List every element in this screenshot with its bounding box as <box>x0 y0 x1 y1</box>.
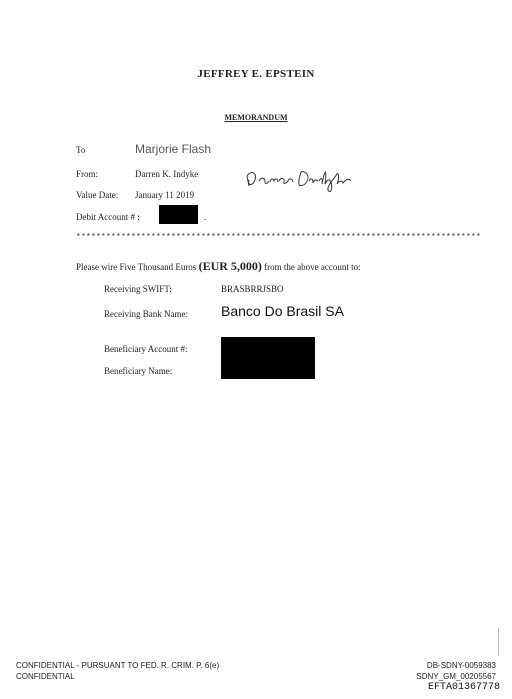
to-value: Marjorie Flash <box>135 142 212 156</box>
footer-sdny-bates: SDNY_GM_00205567 <box>416 672 496 681</box>
memo-heading: MEMORANDUM <box>224 113 288 122</box>
value-date-label: Value Date: <box>76 190 119 200</box>
from-value: Darren K. Indyke <box>135 169 199 179</box>
footer-confidential-rule: CONFIDENTIAL - PURSUANT TO FED. R. CRIM. P. 6(e) <box>16 661 220 670</box>
receiving-bank-label: Receiving Bank Name: <box>104 309 188 319</box>
wire-amount: (EUR 5,000) <box>198 259 262 273</box>
margin-mark <box>498 628 499 656</box>
star-divider: ********************************************************************************* <box>76 233 482 242</box>
receiving-swift-value: BRASBRRJSBO <box>221 284 284 294</box>
wire-prefix: Please wire Five Thousand Euros <box>76 262 197 272</box>
wire-suffix: from the above account to: <box>264 262 361 272</box>
receiving-bank-value: Banco Do Brasil SA <box>221 303 344 319</box>
beneficiary-redaction <box>221 337 315 379</box>
document-title: JEFFREY E. EPSTEIN <box>197 68 315 80</box>
wire-instruction <box>76 259 361 274</box>
value-date-value: January 11 2019 <box>135 190 195 200</box>
debit-account-trailing: . <box>204 212 207 222</box>
beneficiary-account-label: Beneficiary Account #: <box>104 344 188 354</box>
signature-image <box>243 164 355 194</box>
to-label: To <box>76 145 86 155</box>
from-label: From: <box>76 169 99 179</box>
footer-efta-bates: EFTA01367778 <box>427 682 500 693</box>
receiving-swift-label: Receiving SWIFT: <box>104 284 172 294</box>
beneficiary-name-label: Beneficiary Name: <box>104 366 173 376</box>
debit-account-redaction <box>159 205 198 224</box>
debit-account-label: Debit Account # : <box>76 212 140 222</box>
footer-confidential: CONFIDENTIAL <box>16 672 75 681</box>
footer-db-bates: DB-SDNY-0059383 <box>426 661 496 670</box>
